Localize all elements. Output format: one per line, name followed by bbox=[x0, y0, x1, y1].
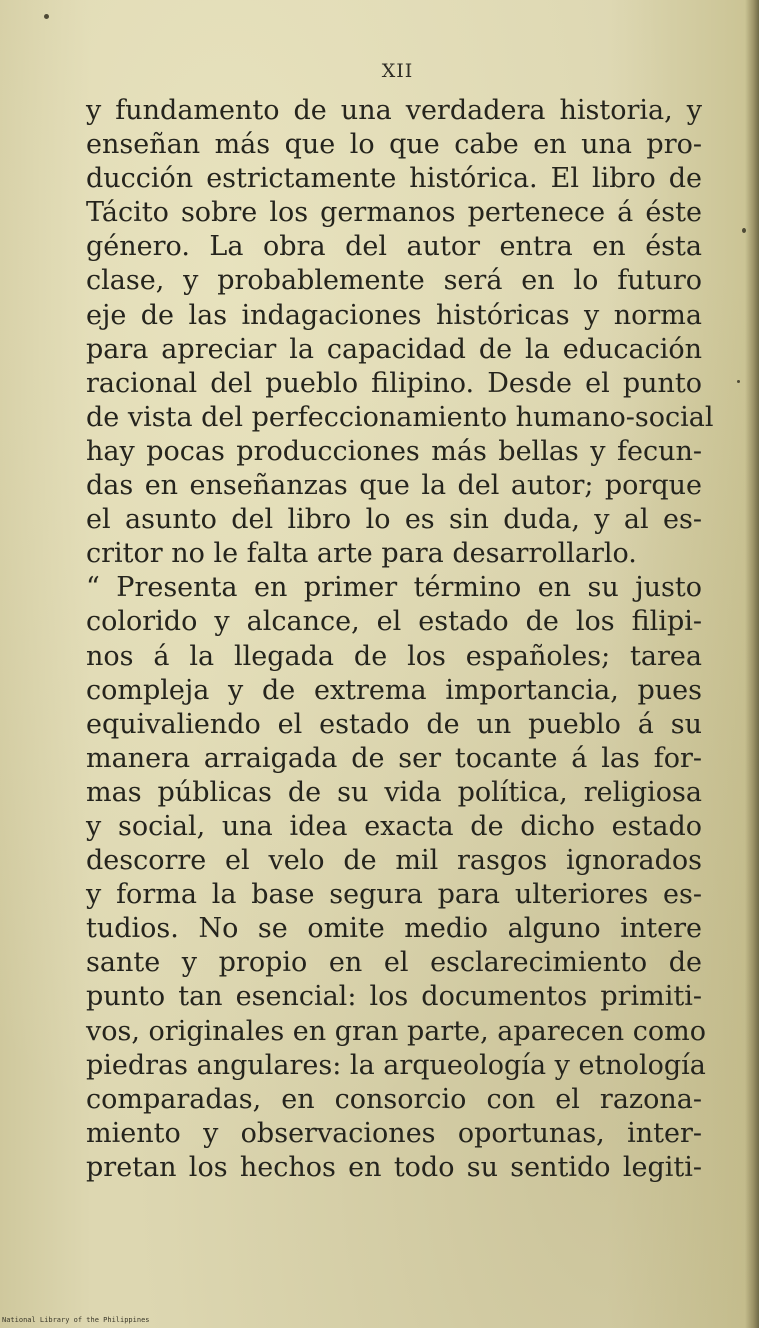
text-line: critor no le falta arte para desarrollarlo. bbox=[86, 538, 637, 570]
ink-speck bbox=[742, 228, 746, 233]
text-line: compleja y de extrema importancia, pues bbox=[86, 674, 702, 706]
text-line: sante y propio en el esclarecimiento de bbox=[86, 947, 702, 979]
text-line: piedras angulares: la arqueología y etnología bbox=[86, 1049, 706, 1081]
text-line: y social, una idea exacta de dicho estado bbox=[86, 810, 702, 842]
text-line: enseñan más que lo que cabe en una pro- bbox=[86, 129, 702, 161]
text-line: para apreciar la capacidad de la educación bbox=[86, 333, 702, 365]
text-line: tudios. No se omite medio alguno intere bbox=[86, 913, 702, 945]
text-line: pretan los hechos en todo su sentido legiti- bbox=[86, 1151, 702, 1183]
text-line: hay pocas producciones más bellas y fecun- bbox=[86, 435, 702, 467]
text-line: ducción estrictamente histórica. El libro de bbox=[86, 163, 702, 195]
text-line: miento y observaciones oportunas, inter- bbox=[86, 1117, 702, 1149]
text-line: comparadas, en consorcio con el razona- bbox=[86, 1083, 702, 1115]
text-line: vos, originales en gran parte, aparecen como bbox=[86, 1015, 706, 1047]
text-line: mas públicas de su vida política, religiosa bbox=[86, 776, 702, 808]
text-line: el asunto del libro lo es sin duda, y al es- bbox=[86, 504, 702, 536]
text-line: nos á la llegada de los españoles; tarea bbox=[86, 640, 702, 672]
text-line: Tácito sobre los germanos pertenece á éste bbox=[86, 197, 702, 229]
text-line: de vista del perfeccionamiento humano-social bbox=[86, 401, 714, 433]
text-line: punto tan esencial: los documentos primiti- bbox=[86, 981, 702, 1013]
ink-speck bbox=[737, 380, 740, 383]
page-edge-shadow bbox=[745, 0, 759, 1328]
body-text bbox=[86, 94, 714, 1185]
page-number: XII bbox=[381, 60, 414, 82]
ink-speck bbox=[44, 14, 49, 19]
text-line: y forma la base segura para ulteriores es- bbox=[86, 879, 702, 911]
text-line: eje de las indagaciones históricas y norma bbox=[86, 299, 702, 331]
text-line: das en enseñanzas que la del autor; porque bbox=[86, 470, 702, 502]
library-footer: National Library of the Philippines bbox=[2, 1316, 150, 1324]
text-line: y fundamento de una verdadera historia, y bbox=[86, 95, 702, 126]
text-line: descorre el velo de mil rasgos ignorados bbox=[86, 845, 702, 877]
text-line: colorido y alcance, el estado de los filipi- bbox=[86, 606, 702, 638]
text-line: género. La obra del autor entra en ésta bbox=[86, 231, 702, 263]
text-line: “ Presenta en primer término en su justo bbox=[86, 572, 702, 604]
text-line: equivaliendo el estado de un pueblo á su bbox=[86, 708, 702, 740]
text-line: racional del pueblo filipino. Desde el punto bbox=[86, 367, 702, 399]
text-line: manera arraigada de ser tocante á las for- bbox=[86, 742, 702, 774]
text-line: clase, y probablemente será en lo futuro bbox=[86, 265, 702, 297]
